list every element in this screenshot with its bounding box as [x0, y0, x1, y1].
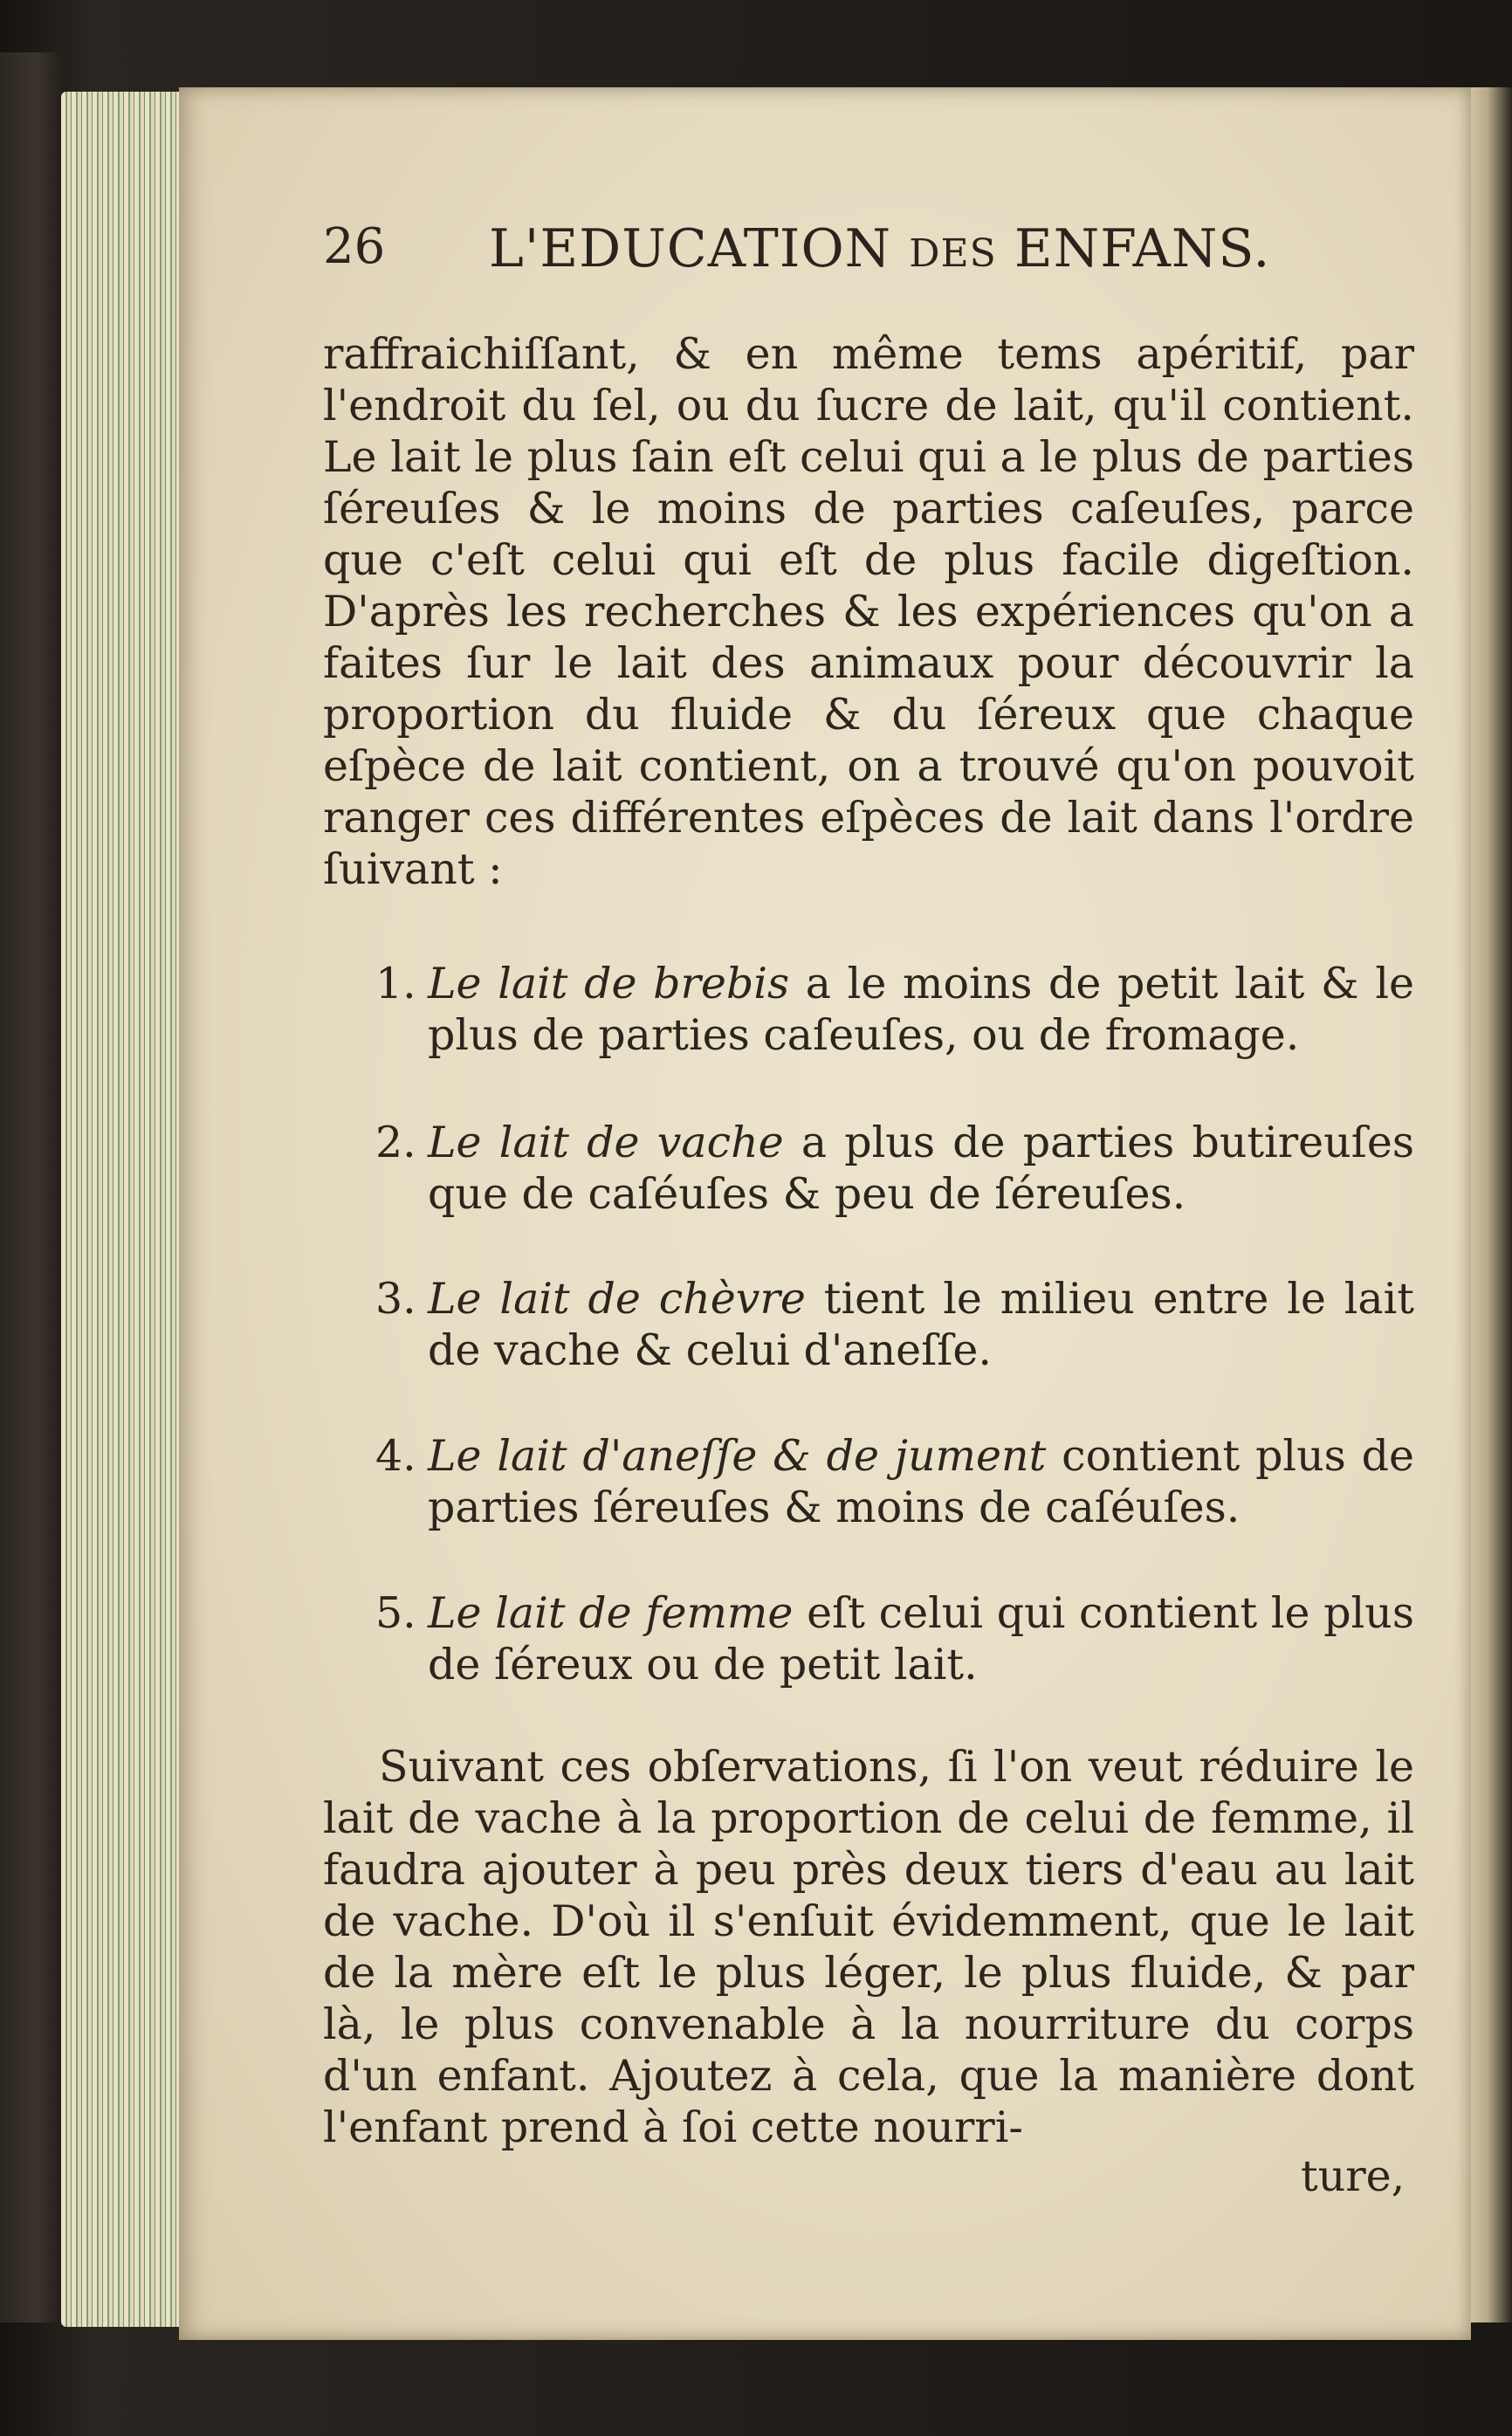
item-text: a plus de parties butireuſes que de caſéuſes & peu de ſéreuſes. — [428, 1118, 1414, 1219]
title-part-1: L'EDUCATION — [489, 218, 892, 279]
item-text: a le moins de petit lait & le plus de parties caſeuſes, ou de fromage. — [428, 959, 1414, 1060]
running-header — [323, 218, 1432, 288]
list-item — [375, 1587, 1414, 1690]
item-number: 1. — [375, 959, 416, 1008]
book-cover-edge — [0, 52, 61, 2322]
item-number: 3. — [375, 1274, 416, 1324]
list-item — [375, 1273, 1414, 1376]
catchword: ture, — [1301, 2151, 1405, 2201]
facing-page-edge — [1471, 87, 1512, 2322]
running-title — [489, 218, 1270, 279]
item-subject: Le lait de brebis — [428, 959, 790, 1008]
list-item — [375, 1117, 1414, 1220]
paragraph-bottom: Suivant ces obſervations, ſi l'on veut réduire le lait de vache à la proportion de celui de femme, il faudra ajouter à peu près deux tiers d'eau au lait de vache. D'où il s'enſuit évidemment, que le lait de la mère eſt le plus léger, le plus fluide, & par là, le plus convenable à la nourriture du corps d'un enfant. Ajoutez à cela, que la manière dont l'enfant prend à ſoi cette nourri- — [323, 1742, 1414, 2152]
title-part-2: DES — [909, 231, 997, 276]
page-edges — [61, 92, 192, 2327]
item-subject: Le lait de femme — [428, 1588, 794, 1638]
list-item — [375, 958, 1414, 1061]
page-number: 26 — [323, 218, 386, 275]
list-item — [375, 1430, 1414, 1533]
item-subject: Le lait de chèvre — [428, 1274, 806, 1324]
item-number: 5. — [375, 1588, 416, 1638]
item-subject: Le lait d'aneſſe & de jument — [428, 1431, 1047, 1481]
paragraph-top: raffraichiſſant, & en même tems apéritif, par l'endroit du ſel, ou du ſucre de lait, qu'il contient. Le lait le plus ſain eſt celui qui a le plus de parties ſéreuſes & le moins de parties caſeuſes, parce que c'eſt celui qui eſt de plus facile digeſtion. D'après les recherches & les expériences qu'on a faites ſur le lait des animaux pour découvrir la proportion du fluide & du ſéreux que chaque eſpèce de lait contient, on a trouvé qu'on pouvoit ranger ces différentes eſpèces de lait dans l'ordre ſuivant : — [323, 329, 1414, 894]
item-subject: Le lait de vache — [428, 1118, 784, 1167]
item-text: tient le milieu entre le lait de vache & celui d'aneſſe. — [428, 1274, 1415, 1375]
item-text: eſt celui qui contient le plus de ſéreux ou de petit lait. — [428, 1588, 1415, 1689]
item-number: 2. — [375, 1118, 416, 1167]
item-text: contient plus de parties ſéreuſes & moins de caſéuſes. — [428, 1431, 1415, 1532]
title-part-3: ENFANS. — [1014, 218, 1271, 279]
item-number: 4. — [375, 1431, 416, 1481]
